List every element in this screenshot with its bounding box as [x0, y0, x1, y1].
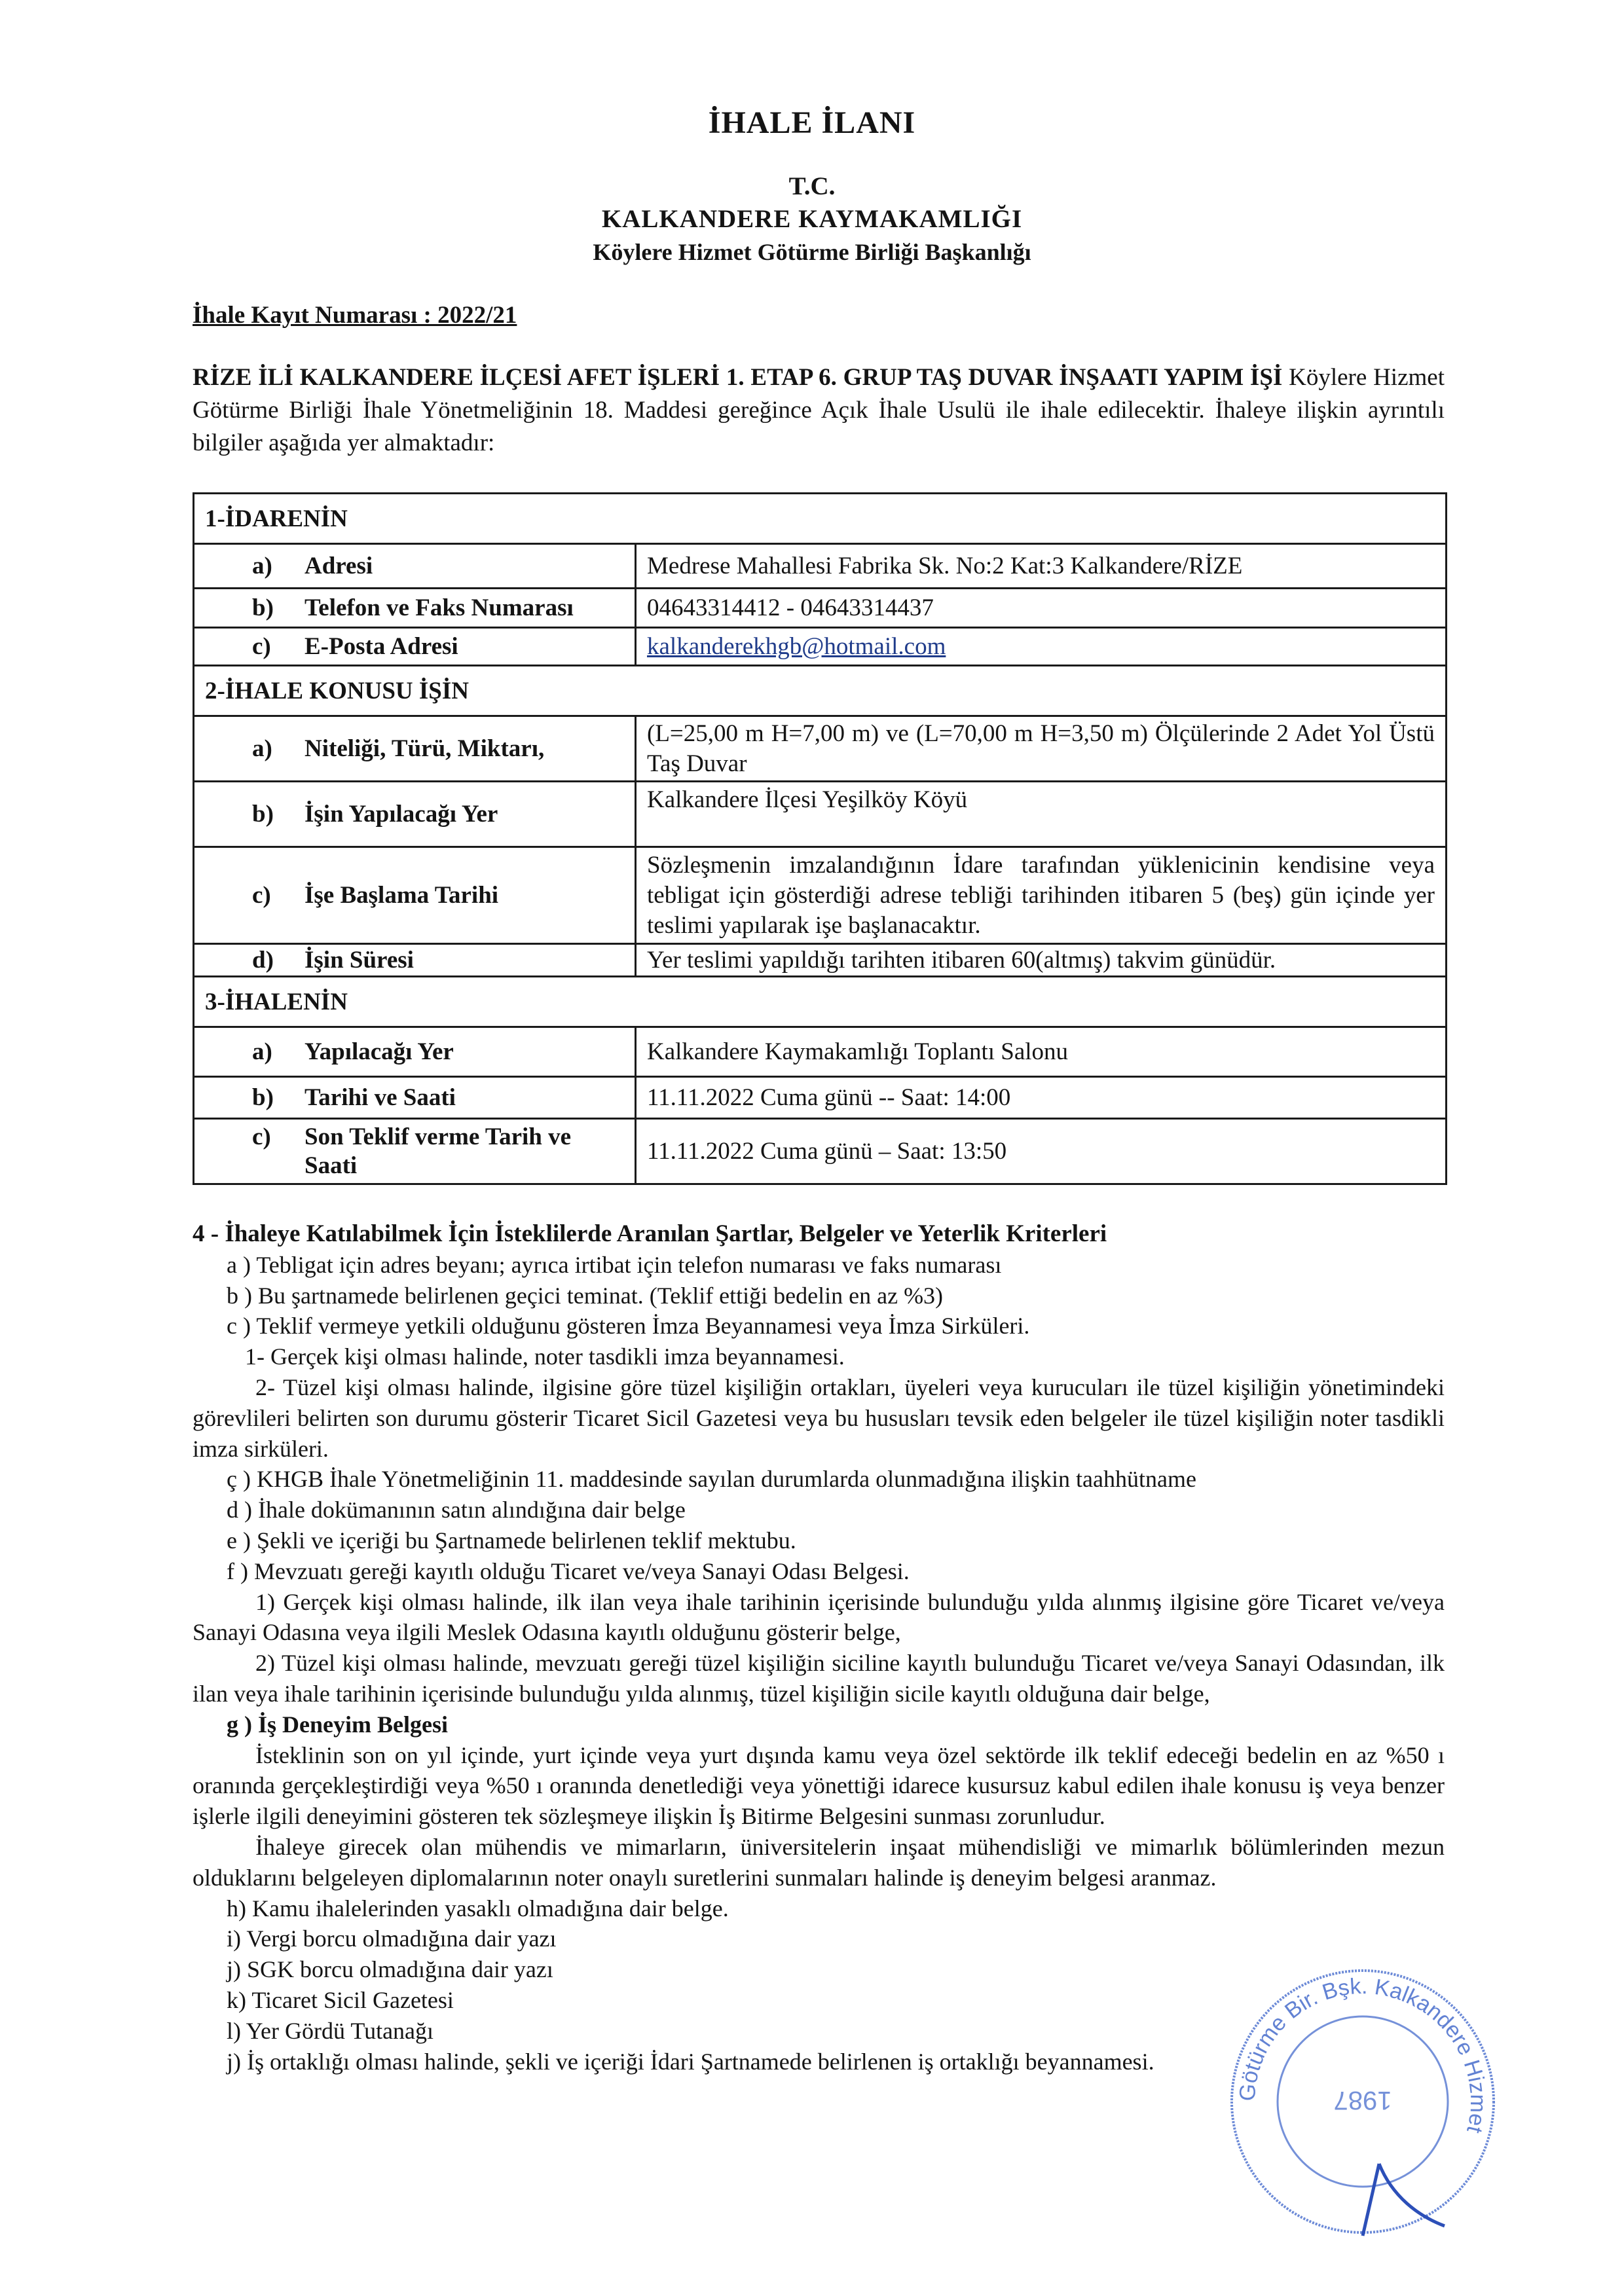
criteria-item-h: h) Kamu ihalelerinden yasaklı olmadığına dair belge.: [227, 1895, 729, 1922]
criteria-item-a: a ) Tebligat için adres beyanı; ayrıca irtibat için telefon numarası ve faks numarası: [227, 1251, 1002, 1278]
email-link[interactable]: kalkanderekhgb@hotmail.com: [647, 632, 946, 660]
row-label: Yapılacağı Yer: [304, 1038, 454, 1065]
row-label: Adresi: [304, 552, 373, 579]
criteria-item-j2: j) İş ortaklığı olması halinde, şekli ve içeriği İdari Şartnamede belirlenen iş ortaklığı beyannamesi.: [227, 2048, 1154, 2075]
table-row: [194, 589, 1447, 628]
row-letter: b): [252, 800, 274, 828]
table-row: [194, 1119, 1447, 1184]
criteria-item-e: e ) Şekli ve içeriği bu Şartnamede belirlenen teklif mektubu.: [227, 1527, 796, 1554]
birlik-heading: Köylere Hizmet Götürme Birliği Başkanlığı: [593, 239, 1031, 265]
criteria-item-f1: 1) Gerçek kişi olması halinde, ilk ilan veya ihale tarihinin içerisinde bulunduğu yılda alınmış ilgisine göre Ticaret ve/veya Sanayi Odasına veya ilgili Meslek Odasına kayıtlı olduğunu gösterir belge,: [193, 1588, 1445, 1646]
document-title: İHALE İLANI: [708, 105, 916, 140]
row-letter: d): [252, 946, 274, 974]
table-row: [194, 1027, 1447, 1077]
tc-heading: T.C.: [788, 172, 836, 200]
row-key: [194, 1119, 636, 1184]
criteria-item-cc: ç ) KHGB İhale Yönetmeliğinin 11. maddesinde sayılan durumlarda olunmadığına ilişkin taahhütname: [227, 1466, 1196, 1493]
stamp-year: 1987: [1333, 2086, 1392, 2115]
criteria-item-j: j) SGK borcu olmadığına dair yazı: [227, 1956, 553, 1983]
tender-info-table: [193, 492, 1447, 1185]
table-row: [194, 1077, 1447, 1119]
criteria-item-c2: 2- Tüzel kişi olması halinde, ilgisine göre tüzel kişiliğin ortakları, üyeleri veya kurucuları ile tüzel kişiliğin yönetimindeki görevlileri belirten son durumu gösterir Ticaret Sicil Gazetesi veya bu hususları tevsik eden belgeler ile tüzel kişiliğin noter tasdikli imza sirküleri.: [193, 1374, 1445, 1462]
criteria-item-d: d ) İhale dokümanının satın alındığına dair belge: [227, 1497, 686, 1523]
table-row: [194, 628, 1447, 666]
row-letter: c): [252, 881, 271, 909]
row-letter: b): [252, 594, 274, 621]
section-row: [194, 977, 1447, 1027]
kayit-number: İhale Kayıt Numarası : 2022/21: [193, 302, 517, 329]
row-key: [194, 1077, 636, 1119]
row-label: İşe Başlama Tarihi: [304, 881, 499, 909]
intro-paragraph: [193, 361, 1445, 460]
row-value: Sözleşmenin imzalandığının İdare tarafından yüklenicinin kendisine veya tebligat için gösterdiği adrese tebliği tarihinden itibaren 5 (beş) gün içinde yer teslimi yapılarak işe başlanacaktır.: [636, 847, 1447, 944]
section-heading: 2-İHALE KONUSU İŞİN: [194, 666, 1447, 716]
row-value: 04643314412 - 04643314437: [636, 589, 1447, 628]
row-label: Son Teklif verme Tarih ve Saati: [304, 1123, 572, 1179]
intro-rest: Köylere Hizmet Götürme Birliği İhale Yönetmeliğinin 18. Maddesi gereğince Açık İhale Usulü ile ihale edilecektir. İhaleye ilişkin ayrıntılı bilgiler aşağıda yer almaktadır:: [193, 364, 1445, 456]
row-key: [194, 628, 636, 666]
criteria-item-i: i) Vergi borcu olmadığına dair yazı: [227, 1925, 557, 1952]
section-row: [194, 666, 1447, 716]
intro-bold: RİZE İLİ KALKANDERE İLÇESİ AFET İŞLERİ 1. ETAP 6. GRUP TAŞ DUVAR İNŞAATI YAPIM İŞİ: [193, 364, 1283, 391]
row-value: Medrese Mahallesi Fabrika Sk. No:2 Kat:3 Kalkandere/RİZE: [636, 544, 1447, 589]
row-label: Tarihi ve Saati: [304, 1084, 456, 1111]
table-row: [194, 847, 1447, 944]
criteria-item-c1: 1- Gerçek kişi olması halinde, noter tasdikli imza beyannamesi.: [245, 1343, 845, 1370]
row-key: [194, 716, 636, 782]
criteria-item-k: k) Ticaret Sicil Gazetesi: [227, 1986, 454, 2013]
row-label: Niteliği, Türü, Miktarı,: [304, 735, 545, 762]
row-letter: a): [252, 552, 272, 579]
table-row: [194, 944, 1447, 977]
row-value: Kalkandere Kaymakamlığı Toplantı Salonu: [636, 1027, 1447, 1077]
row-key: [194, 544, 636, 589]
criteria-heading: 4 - İhaleye Katılabilmek İçin İsteklilerde Aranılan Şartlar, Belgeler ve Yeterlik Kriterleri: [193, 1220, 1107, 1247]
criteria-item-b: b ) Bu şartnamede belirlenen geçici teminat. (Teklif ettiği bedelin en az %3): [227, 1282, 944, 1309]
row-value: Kalkandere İlçesi Yeşilköy Köyü: [636, 782, 1447, 847]
table-row: [194, 544, 1447, 589]
row-value: [636, 628, 1447, 666]
row-value: Yer teslimi yapıldığı tarihten itibaren 60(altmış) takvim günüdür.: [636, 944, 1447, 977]
row-key: [194, 944, 636, 977]
official-stamp: [1222, 1961, 1504, 2242]
row-letter: a): [252, 1038, 272, 1065]
row-value: 11.11.2022 Cuma günü – Saat: 13:50: [636, 1119, 1447, 1184]
criteria-item-f2: 2) Tüzel kişi olması halinde, mevzuatı gereği tüzel kişiliğin siciline kayıtlı bulunduğu Ticaret ve/veya Sanayi Odasından, ilk ilan veya ihale tarihinin içerisinde bulunduğu yılda alınmış, tüzel kişiliğin sicile kayıtlı olduğuna dair belge,: [193, 1650, 1445, 1707]
section-row: [194, 494, 1447, 544]
row-label: İşin Yapılacağı Yer: [304, 800, 498, 828]
row-letter: b): [252, 1084, 274, 1111]
criteria-item-l: l) Yer Gördü Tutanağı: [227, 2017, 434, 2044]
row-letter: a): [252, 735, 272, 762]
row-letter: c): [252, 1123, 271, 1150]
signature-mark: [1363, 2164, 1445, 2236]
row-label: İşin Süresi: [304, 946, 414, 974]
row-value: 11.11.2022 Cuma günü -- Saat: 14:00: [636, 1077, 1447, 1119]
row-key: [194, 847, 636, 944]
row-letter: c): [252, 632, 271, 660]
section-heading: 3-İHALENİN: [194, 977, 1447, 1027]
row-label: E-Posta Adresi: [304, 632, 458, 660]
criteria-item-f: f ) Mevzuatı gereği kayıtlı olduğu Ticaret ve/veya Sanayi Odası Belgesi.: [227, 1558, 910, 1584]
row-key: [194, 782, 636, 847]
row-value: (L=25,00 m H=7,00 m) ve (L=70,00 m H=3,50 m) Ölçülerinde 2 Adet Yol Üstü Taş Duvar: [636, 716, 1447, 782]
table-row: [194, 716, 1447, 782]
criteria-item-g2: İhaleye girecek olan mühendis ve mimarların, üniversitelerin inşaat mühendisliği ve mimarlık bölümlerinden mezun olduklarını belgeleyen diplomalarının noter onaylı suretlerini sunmaları halinde iş deneyim belgesi aranmaz.: [193, 1833, 1445, 1891]
stamp-ring-text: Götürme Bir. Bşk. Kalkandere Hizmet: [1234, 1973, 1491, 2136]
criteria-section: [193, 1219, 1445, 2077]
criteria-item-g1: İsteklinin son on yıl içinde, yurt içinde veya yurt dışında kamu veya özel sektörde ilk teklif edeceği bedelin en az %50 ı oranında gerçekleştirdiği veya %50 ı oranında denetlediği veya yönettiği idarece kusursuz kabul edilen ihale konusu iş veya benzer işlerle ilgili deneyimini gösteren tek sözleşmeye ilişkin İş Bitirme Belgesini sunması zorunludur.: [193, 1741, 1445, 1830]
table-row: [194, 782, 1447, 847]
criteria-item-g: g ) İş Deneyim Belgesi: [227, 1711, 448, 1738]
criteria-item-c: c ) Teklif vermeye yetkili olduğunu gösteren İmza Beyannamesi veya İmza Sirküleri.: [227, 1313, 1030, 1339]
row-key: [194, 1027, 636, 1077]
row-label: Telefon ve Faks Numarası: [304, 594, 574, 621]
kaymakamlik-heading: KALKANDERE KAYMAKAMLIĞI: [601, 205, 1023, 233]
section-heading: 1-İDARENİN: [194, 494, 1447, 544]
row-key: [194, 589, 636, 628]
